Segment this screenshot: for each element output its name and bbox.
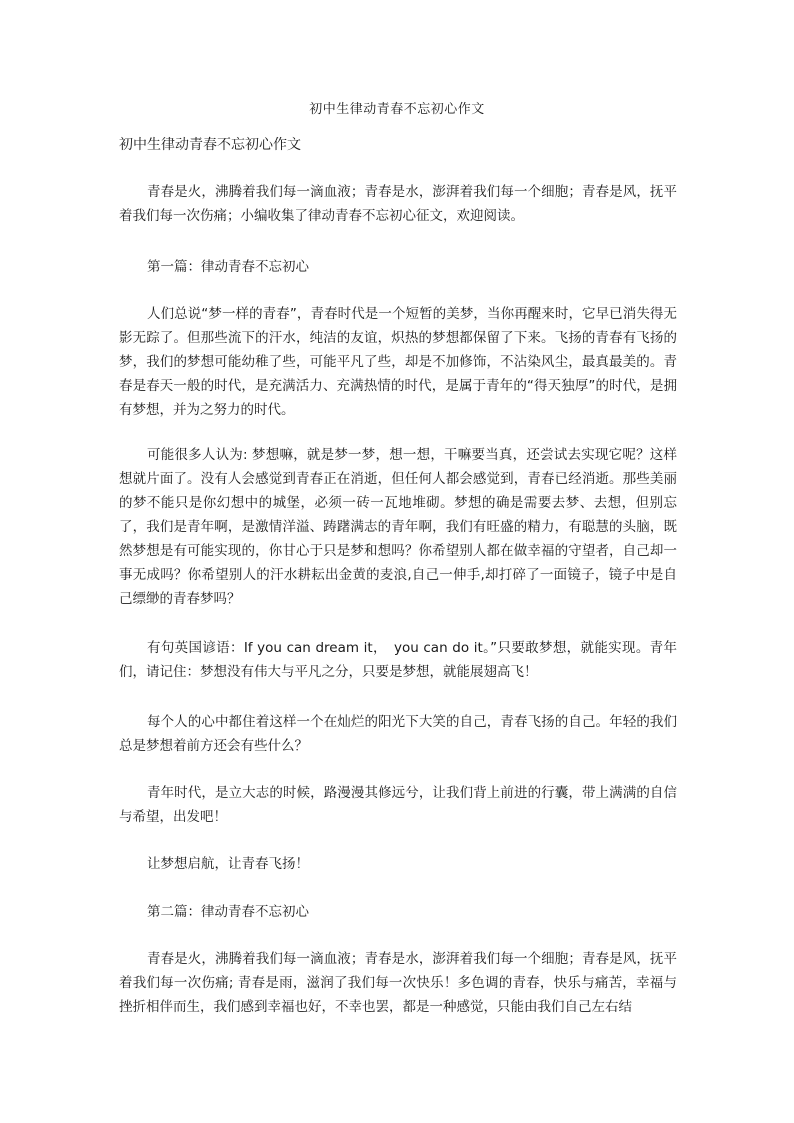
section-heading-1: 第一篇：律动青春不忘初心 — [147, 259, 309, 275]
paragraph-6: 让梦想启航，让青春飞扬！ — [147, 856, 309, 872]
intro-paragraph: 青春是火，沸腾着我们每一滴血液；青春是水，澎湃着我们每一个细胞；青春是风，抚平着我们每一次伤痛；小编收集了律动青春不忘初心征文，欢迎阅读。 — [119, 184, 677, 224]
document-subtitle: 初中生律动青春不忘初心作文 — [119, 137, 301, 153]
paragraph-4: 每个人的心中都住着这样一个在灿烂的阳光下大笑的自己，青春飞扬的自己。年轻的我们总是梦想着前方还会有些什么？ — [119, 714, 677, 754]
paragraph-5: 青年时代，是立大志的时候，路漫漫其修远兮，让我们背上前进的行囊，带上满满的自信与希望，出发吧！ — [119, 785, 677, 825]
paragraph-7: 青春是火，沸腾着我们每一滴血液；青春是水，澎湃着我们每一个细胞；青春是风，抚平着我们每一次伤痛; 青春是雨，滋润了我们每一次快乐！多色调的青春，快乐与痛苦，幸福与挫折相伴而生，我们感到幸福也好，不幸也罢，都是一种感觉，只能由我们自己左右结 — [119, 951, 677, 1015]
paragraph-3: 有句英国谚语：If you can dream it， you can do it。”只要敢梦想，就能实现。青年们，请记住：梦想没有伟大与平凡之分，只要是梦想，就能展翅高飞！ — [119, 640, 677, 680]
paragraph-1: 人们总说“梦一样的青春”，青春时代是一个短暂的美梦，当你再醒来时，它早已消失得无影无踪了。但那些流下的汗水，纯洁的友谊，炽热的梦想都保留了下来。飞扬的青春有飞扬的梦，我们的梦想可能幼稚了些，可能平凡了些，却是不加修饰，不沾染风尘，最真最美的。青春是春天一般的时代，是充满活力、充满热情的时代，是属于青年的“得天独厚”的时代，是拥有梦想，并为之努力的时代。 — [119, 306, 677, 418]
section-heading-2: 第二篇：律动青春不忘初心 — [147, 904, 309, 920]
paragraph-2: 可能很多人认为: 梦想嘛，就是梦一梦，想一想，干嘛要当真，还尝试去实现它呢？这样想就片面了。没有人会感觉到青春正在消逝，但任何人都会感觉到，青春已经消逝。那些美丽的梦不能只是你幻想中的城堡，必须一砖一瓦地堆砌。梦想的确是需要去梦、去想，但别忘了，我们是青年啊，是激情洋溢、踌躇满志的青年啊，我们有旺盛的精力，有聪慧的头脑，既然梦想是有可能实现的，你甘心于只是梦和想吗？你希望别人都在做幸福的守望者，自己却一事无成吗？你希望别人的汗水耕耘出金黄的麦浪,自己一伸手,却打碎了一面镜子，镜子中是自己缥缈的青春梦吗？ — [119, 447, 677, 607]
document-title: 初中生律动青春不忘初心作文 — [309, 102, 485, 117]
